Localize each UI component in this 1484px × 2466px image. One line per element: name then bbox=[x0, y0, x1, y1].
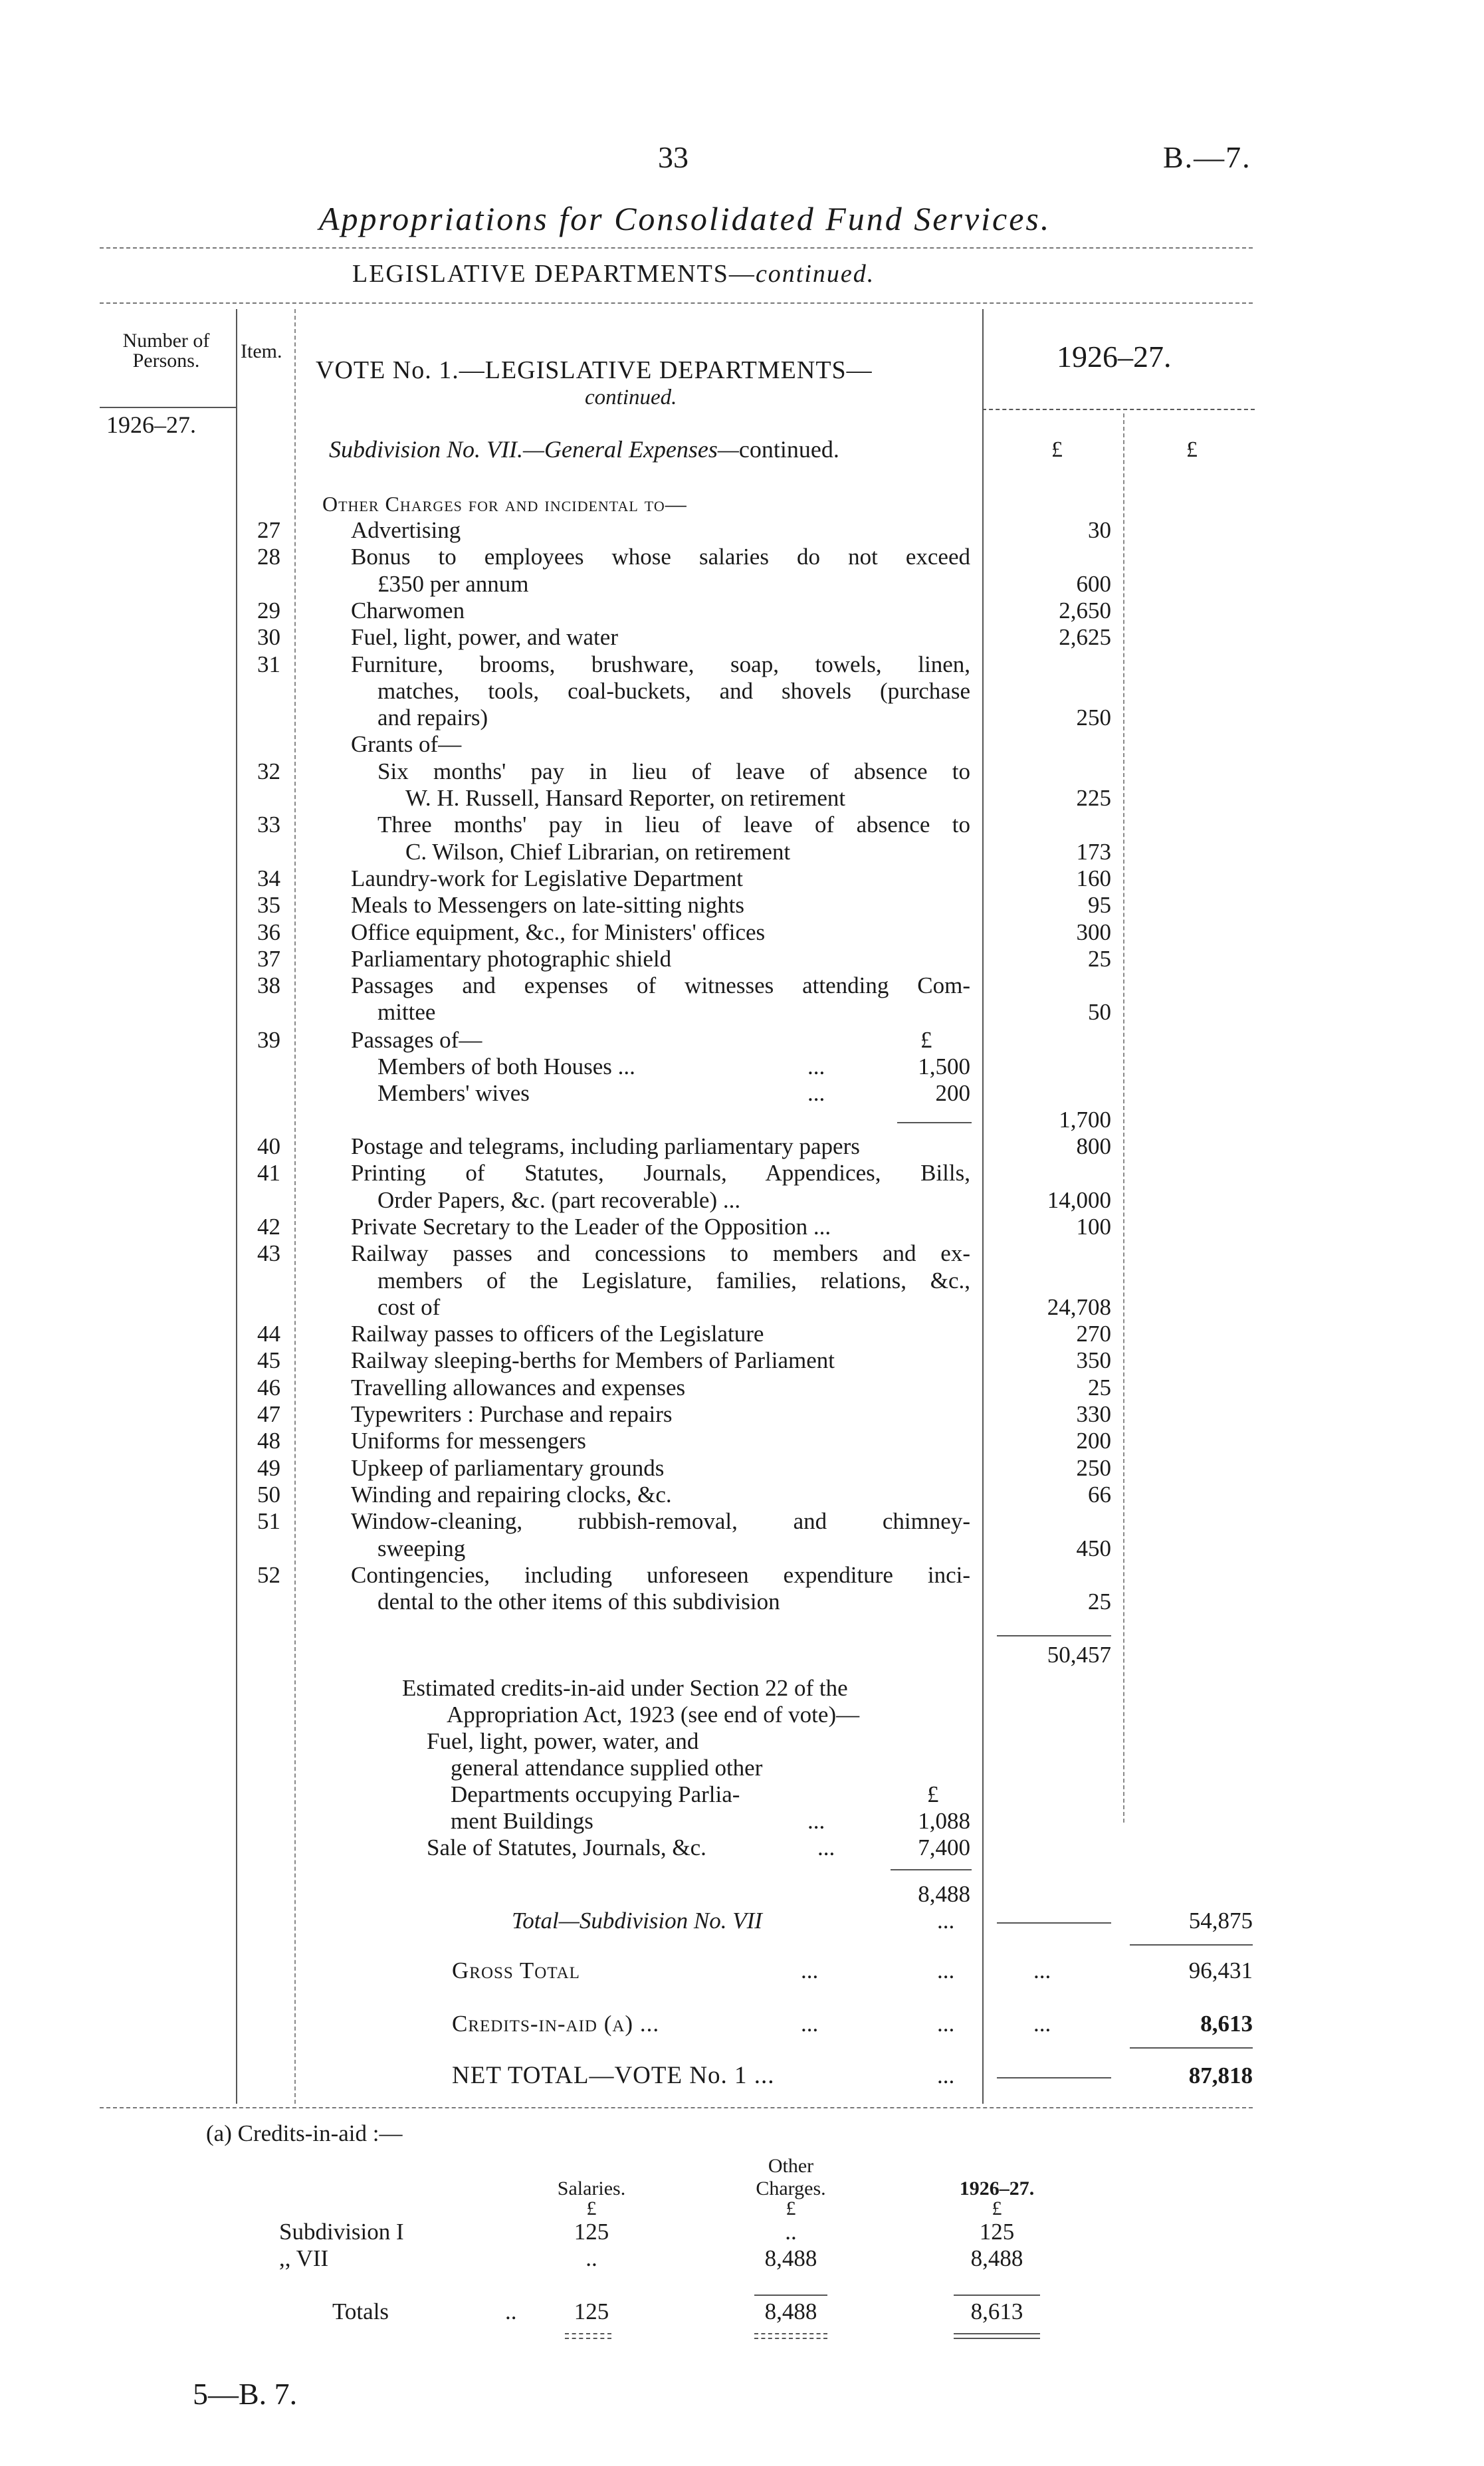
item-description-line: Travelling allowances and expenses bbox=[351, 1374, 686, 1401]
footnote-col-salaries: Salaries. bbox=[557, 2178, 626, 2199]
item-description-line: Office equipment, &c., for Ministers' offices bbox=[351, 919, 766, 945]
item-number: 45 bbox=[257, 1347, 280, 1374]
net-total-label: NET TOTAL—VOTE No. 1 ... bbox=[452, 2062, 775, 2089]
footnote-rule bbox=[954, 2295, 1040, 2296]
item-amount: 600 bbox=[1076, 570, 1111, 597]
item-number: 40 bbox=[257, 1133, 280, 1159]
credits-intro-line-1: Estimated credits-in-aid under Section 22 of the bbox=[402, 1675, 848, 1701]
item-column-rule bbox=[294, 309, 296, 2104]
item-amount: 350 bbox=[1076, 1347, 1111, 1374]
item-description-line: Passages and expenses of witnesses attending Com- bbox=[351, 972, 970, 999]
subtotal-value: 50,457 bbox=[1047, 1642, 1111, 1668]
credits-pound: £ bbox=[927, 1781, 939, 1807]
footnote-totals-salaries: 125 bbox=[574, 2298, 609, 2324]
item-description-line: Railway sleeping-berths for Members of Parliament bbox=[351, 1347, 835, 1374]
gross-total-leader: ... bbox=[1033, 1958, 1051, 1983]
footnote-double-rule bbox=[565, 2333, 611, 2334]
gross-total-rule bbox=[1130, 1944, 1253, 1946]
item-amount: 2,625 bbox=[1059, 624, 1111, 651]
item-amount: 30 bbox=[1088, 517, 1111, 543]
item-description-line: Upkeep of parliamentary grounds bbox=[351, 1454, 665, 1481]
item-number: 39 bbox=[257, 1027, 280, 1053]
footnote-double-rule bbox=[954, 2338, 1040, 2339]
item-number: 28 bbox=[257, 544, 280, 570]
footnote-double-rule bbox=[754, 2338, 827, 2339]
item-description-line: Typewriters : Purchase and repairs bbox=[351, 1401, 673, 1427]
gross-total-value: 96,431 bbox=[1188, 1958, 1253, 1983]
item-amount: 95 bbox=[1088, 892, 1111, 919]
item-description-line: Fuel, light, power, and water bbox=[351, 624, 618, 651]
net-total-rule bbox=[1130, 2047, 1253, 2049]
item-number: 35 bbox=[257, 892, 280, 919]
credits-in-aid-leader: ... bbox=[937, 2011, 955, 2037]
item-description-line: Grants of— bbox=[351, 731, 462, 758]
credits-fuel-value: 1,088 bbox=[918, 1808, 970, 1834]
passages-leader: ... bbox=[807, 1054, 825, 1079]
subdivision-heading bbox=[329, 435, 839, 463]
subdivision-suffix: continued. bbox=[738, 436, 839, 463]
item-number: 47 bbox=[257, 1401, 280, 1427]
credits-sale-value: 7,400 bbox=[918, 1835, 970, 1860]
net-total-leader: ... bbox=[937, 2063, 955, 2088]
item-description-line: Charwomen bbox=[351, 597, 465, 623]
persons-column-rule bbox=[236, 309, 237, 2104]
title-divider bbox=[100, 247, 1253, 249]
item-description-line: Postage and telegrams, including parliamentary papers bbox=[351, 1133, 860, 1159]
passages-members-label: Members of both Houses ... bbox=[377, 1054, 635, 1079]
gross-total-leader: ... bbox=[801, 1958, 819, 1983]
footnote-row-salaries: 125 bbox=[574, 2219, 609, 2245]
item-description-line: Six months' pay in lieu of leave of absence to bbox=[377, 758, 970, 784]
item-description-line: £350 per annum bbox=[377, 570, 529, 597]
passages-members-value: 1,500 bbox=[918, 1054, 970, 1079]
footnote-pound: £ bbox=[586, 2197, 597, 2219]
total-column-rule bbox=[1123, 413, 1124, 1823]
item-description-line: Railway passes to officers of the Legislature bbox=[351, 1321, 764, 1347]
item-amount: 160 bbox=[1076, 865, 1111, 891]
credits-fuel-line-2: general attendance supplied other bbox=[451, 1755, 763, 1781]
item-amount: 50 bbox=[1088, 999, 1111, 1026]
net-total-dash bbox=[997, 2077, 1111, 2078]
item-number: 41 bbox=[257, 1160, 280, 1186]
item-number: 46 bbox=[257, 1374, 280, 1401]
credits-intro-line-2: Appropriation Act, 1923 (see end of vote)— bbox=[447, 1702, 860, 1728]
net-total-value: 87,818 bbox=[1188, 2063, 1253, 2088]
footnote-title: (a) Credits-in-aid :— bbox=[206, 2120, 403, 2146]
footnote-totals-label: Totals bbox=[332, 2298, 389, 2324]
item-description-line: C. Wilson, Chief Librarian, on retirement bbox=[405, 838, 791, 865]
footnote-pound: £ bbox=[786, 2197, 796, 2219]
persons-year: 1926–27. bbox=[106, 411, 196, 438]
footnote-col-other-2: Charges. bbox=[756, 2178, 826, 2199]
credits-leader: ... bbox=[807, 1808, 825, 1834]
item-description-line: Parliamentary photographic shield bbox=[351, 945, 672, 972]
item-description-line: Furniture, brooms, brushware, soap, towels, linen, bbox=[351, 651, 970, 677]
item-amount: 25 bbox=[1088, 1589, 1111, 1615]
item-number: 48 bbox=[257, 1428, 280, 1454]
table-bottom-rule bbox=[100, 2107, 1253, 2108]
subdivision-total-label: Total—Subdivision No. VII bbox=[512, 1908, 762, 1934]
credits-fuel-line-4: ment Buildings bbox=[451, 1808, 593, 1834]
footnote-row-other: .. bbox=[785, 2219, 797, 2245]
item-description-line: Order Papers, &c. (part recoverable) ... bbox=[377, 1186, 741, 1213]
footnote-row-year: 8,488 bbox=[970, 2245, 1023, 2271]
item-number: 52 bbox=[257, 1561, 280, 1588]
department-main: LEGISLATIVE DEPARTMENTS— bbox=[352, 260, 756, 288]
item-description-line: W. H. Russell, Hansard Reporter, on retirement bbox=[405, 785, 846, 811]
item-number: 31 bbox=[257, 651, 280, 677]
item-number: 49 bbox=[257, 1454, 280, 1481]
credits-in-aid-value: 8,613 bbox=[1200, 2011, 1253, 2037]
subdivision-total-dash bbox=[997, 1922, 1111, 1924]
item-number: 38 bbox=[257, 972, 280, 999]
item-description-line: Advertising bbox=[351, 517, 461, 543]
item-description-line: sweeping bbox=[377, 1535, 466, 1561]
footnote-row-year: 125 bbox=[979, 2219, 1015, 2245]
item-amount: 270 bbox=[1076, 1321, 1111, 1347]
credits-fuel-line-3: Departments occupying Parlia- bbox=[451, 1781, 740, 1807]
department-heading bbox=[352, 259, 875, 288]
pound-sign-column-2: £ bbox=[1186, 437, 1198, 462]
passages-label: Passages of— bbox=[351, 1027, 482, 1053]
amount-column-rule bbox=[982, 309, 984, 2104]
item-number: 44 bbox=[257, 1321, 280, 1347]
passages-pound: £ bbox=[920, 1027, 932, 1053]
item-number: 30 bbox=[257, 624, 280, 651]
footnote-double-rule bbox=[954, 2333, 1040, 2334]
item-amount: 250 bbox=[1076, 1454, 1111, 1481]
credits-in-aid-label: Credits-in-aid (a) ... bbox=[452, 2011, 660, 2037]
item-description-line: Winding and repairing clocks, &c. bbox=[351, 1481, 672, 1508]
passages-wives-label: Members' wives bbox=[377, 1080, 530, 1106]
item-number: 43 bbox=[257, 1240, 280, 1267]
passages-wives-value: 200 bbox=[935, 1080, 970, 1106]
other-charges-heading: Other Charges for and incidental to— bbox=[322, 492, 687, 516]
vote-title-continued: continued. bbox=[585, 386, 677, 409]
item-description-line: Meals to Messengers on late-sitting nights bbox=[351, 892, 745, 919]
number-of-persons-header: Number of Persons. bbox=[122, 330, 210, 372]
footnote-rule bbox=[754, 2295, 827, 2296]
subdivision-prefix: Subdivision No. VII.—General Expenses— bbox=[329, 436, 739, 463]
department-continued: continued. bbox=[755, 260, 875, 288]
credits-fuel-line-1: Fuel, light, power, water, and bbox=[427, 1728, 699, 1754]
persons-header-rule bbox=[100, 407, 236, 408]
item-description-line: and repairs) bbox=[377, 705, 488, 731]
item-number: 32 bbox=[257, 758, 280, 784]
credits-total: 8,488 bbox=[918, 1881, 970, 1907]
footnote-row-salaries: .. bbox=[585, 2245, 597, 2271]
footnote-col-other-1: Other bbox=[768, 2155, 814, 2177]
page-signature: 5—B. 7. bbox=[193, 2377, 298, 2411]
credits-total-rule bbox=[891, 1869, 972, 1870]
item-description-line: mittee bbox=[377, 999, 436, 1026]
item-amount: 225 bbox=[1076, 785, 1111, 811]
credits-in-aid-leader: ... bbox=[1033, 2011, 1051, 2037]
item-number: 27 bbox=[257, 517, 280, 543]
year-header: 1926–27. bbox=[1057, 340, 1172, 374]
footnote-col-year: 1926–27. bbox=[959, 2178, 1035, 2199]
item-description-line: cost of bbox=[377, 1293, 441, 1320]
credits-in-aid-leader: ... bbox=[801, 2011, 819, 2037]
item-number: 33 bbox=[257, 812, 280, 838]
item-amount: 330 bbox=[1076, 1401, 1111, 1427]
item-description-line: Private Secretary to the Leader of the Opposition ... bbox=[351, 1213, 831, 1240]
item-description-line: Uniforms for messengers bbox=[351, 1428, 586, 1454]
subtotal-rule bbox=[997, 1635, 1111, 1636]
item-description-line: dental to the other items of this subdivision bbox=[377, 1589, 780, 1615]
item-description-line: Three months' pay in lieu of leave of absence to bbox=[377, 812, 970, 838]
passages-subtotal-rule bbox=[897, 1122, 972, 1123]
item-amount: 24,708 bbox=[1047, 1293, 1111, 1320]
item-amount: 100 bbox=[1076, 1213, 1111, 1240]
footnote-totals-year: 8,613 bbox=[970, 2298, 1023, 2324]
item-number: 37 bbox=[257, 945, 280, 972]
item-description-line: Window-cleaning, rubbish-removal, and chimney- bbox=[351, 1508, 970, 1535]
footnote-totals-other: 8,488 bbox=[764, 2298, 817, 2324]
item-description-line: Contingencies, including unforeseen expenditure inci- bbox=[351, 1561, 970, 1588]
item-number: 42 bbox=[257, 1213, 280, 1240]
item-description-line: Railway passes and concessions to members and ex- bbox=[351, 1240, 970, 1267]
page-reference: B.—7. bbox=[1163, 140, 1251, 174]
header-divider bbox=[100, 302, 1253, 304]
gross-total-label: Gross Total bbox=[452, 1958, 580, 1983]
item-description-line: Laundry-work for Legislative Department bbox=[351, 865, 743, 891]
footnote-row-label: Subdivision I bbox=[279, 2219, 404, 2245]
item-number: 51 bbox=[257, 1508, 280, 1535]
item-amount: 66 bbox=[1088, 1481, 1111, 1508]
footnote-double-rule bbox=[754, 2333, 827, 2334]
subdivision-total-leader: ... bbox=[937, 1908, 955, 1934]
item-amount: 2,650 bbox=[1059, 597, 1111, 623]
item-description-line: matches, tools, coal-buckets, and shovels (purchase bbox=[377, 677, 970, 704]
item-amount: 25 bbox=[1088, 945, 1111, 972]
item-header: Item. bbox=[241, 340, 282, 362]
item-number: 36 bbox=[257, 919, 280, 945]
page-title: Appropriations for Consolidated Fund Services. bbox=[319, 200, 1051, 237]
credits-sale-label: Sale of Statutes, Journals, &c. bbox=[427, 1835, 706, 1860]
item-amount: 173 bbox=[1076, 838, 1111, 865]
pound-sign-column-1: £ bbox=[1051, 437, 1063, 462]
item-amount: 200 bbox=[1076, 1428, 1111, 1454]
item-number: 50 bbox=[257, 1481, 280, 1508]
footnote-pound: £ bbox=[992, 2197, 1002, 2219]
vote-title: VOTE No. 1.—LEGISLATIVE DEPARTMENTS— bbox=[316, 356, 873, 384]
passages-leader: ... bbox=[807, 1080, 825, 1106]
year-header-rule bbox=[982, 409, 1255, 410]
item-amount: 800 bbox=[1076, 1133, 1111, 1159]
footnote-double-rule bbox=[565, 2338, 611, 2339]
footnote-totals-dots: .. bbox=[505, 2298, 517, 2324]
gross-total-leader: ... bbox=[937, 1958, 955, 1983]
item-description-line: Bonus to employees whose salaries do not exceed bbox=[351, 544, 970, 570]
item-description-line: members of the Legislature, families, relations, &c., bbox=[377, 1267, 970, 1293]
subdivision-total-value: 54,875 bbox=[1188, 1908, 1253, 1934]
footnote-row-other: 8,488 bbox=[764, 2245, 817, 2271]
footnote-row-label: ,, VII bbox=[279, 2245, 329, 2271]
credits-in-aid-row bbox=[452, 2011, 659, 2037]
passages-total: 1,700 bbox=[1059, 1107, 1111, 1133]
credits-leader: ... bbox=[817, 1835, 835, 1860]
item-amount: 25 bbox=[1088, 1374, 1111, 1401]
item-amount: 14,000 bbox=[1047, 1186, 1111, 1213]
page-number: 33 bbox=[658, 140, 689, 174]
item-description-line: Printing of Statutes, Journals, Appendices, Bills, bbox=[351, 1160, 970, 1186]
item-amount: 250 bbox=[1076, 705, 1111, 731]
item-amount: 300 bbox=[1076, 919, 1111, 945]
item-amount: 450 bbox=[1076, 1535, 1111, 1561]
item-number: 29 bbox=[257, 597, 280, 623]
item-number: 34 bbox=[257, 865, 280, 891]
